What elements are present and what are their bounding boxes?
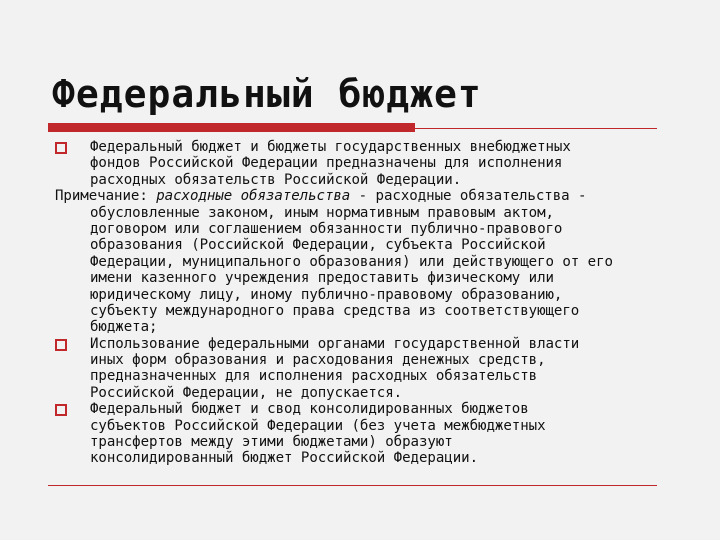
paragraph-line: трансфертов между этими бюджетами) образуют [90,434,453,451]
paragraph-line: расходных обязательств Российской Федерации. [90,171,462,188]
note-term: расходные обязательства [156,188,351,205]
paragraph-line: Федерации, муниципального образования) или действующего от его [90,253,613,270]
note-prefix: Примечание: [55,188,157,205]
paragraph-line: имени казенного учреждения предоставить физическому или [90,270,554,287]
note-paragraph [55,188,675,336]
hollow-square-bullet-icon [55,142,67,154]
paragraph-line: обусловленные законом, иным нормативным правовым актом, [90,204,554,221]
bullet-paragraph [55,139,675,188]
paragraph-line: фондов Российской Федерации предназначены для исполнения [90,155,563,172]
paragraph-line: консолидированный бюджет Российской Федерации. [90,450,479,467]
paragraph-line: субъектов Российской Федерации (без учета межбюджетных [90,417,546,434]
paragraph-line: договором или соглашением обязанности публично-правового [90,220,563,237]
slide-body [55,139,675,467]
hollow-square-bullet-icon [55,339,67,351]
footer-rule [48,485,657,486]
hollow-square-bullet-icon [55,404,67,416]
paragraph-line: Использование федеральными органами государственной власти [90,335,580,352]
note-definition-start: - расходные обязательства - [350,188,587,205]
paragraph-line: Российской Федерации, не допускается. [90,384,403,401]
paragraph-line: юридическому лицу, иному публично-правовому образованию, [90,286,563,303]
paragraph-line: образования (Российской Федерации, субъекта Российской [90,237,546,254]
slide-title: Федеральный бюджет [52,72,482,116]
title-underline-thick [48,123,415,132]
title-underline-thin [415,128,657,129]
bullet-paragraph [55,401,675,467]
paragraph-line: Федеральный бюджет и свод консолидированных бюджетов [90,401,529,418]
bullet-paragraph [55,336,675,402]
paragraph-line: Федеральный бюджет и бюджеты государственных внебюджетных [90,139,571,155]
paragraph-line: субъекту международного права средства из соответствующего [90,302,580,319]
paragraph-line: бюджета; [90,319,158,336]
paragraph-line: иных форм образования и расходования денежных средств, [90,352,546,369]
paragraph-line: предназначенных для исполнения расходных обязательств [90,368,538,385]
